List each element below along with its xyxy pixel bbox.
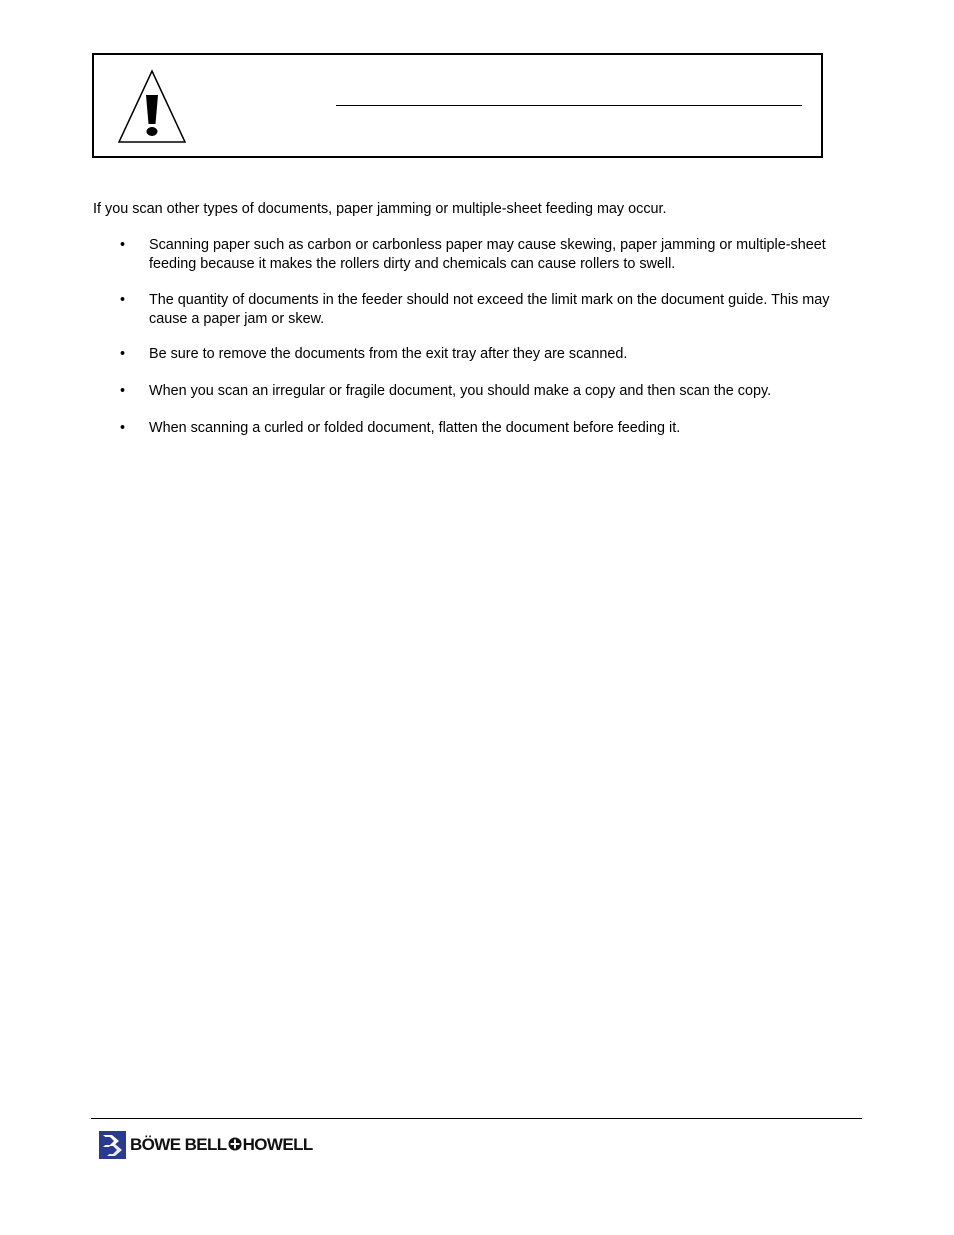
footer-rule [91,1118,862,1119]
bullet-symbol: • [120,383,126,399]
intro-paragraph: If you scan other types of documents, paper jamming or multiple-sheet feeding may occur. [93,201,667,217]
bullet-text: Scanning paper such as carbon or carbonless paper may cause skewing, paper jamming or multiple-sheet feeding because it makes the rollers dirty and chemicals can cause rollers to swell. [149,237,826,272]
bullet-text: Be sure to remove the documents from the exit tray after they are scanned. [149,346,628,362]
caution-box [92,53,823,158]
bullet-symbol: • [120,292,126,308]
bullet-text: When scanning a curled or folded document, flatten the document before feeding it. [149,420,681,436]
logo-text-right: HOWELL [242,1135,313,1154]
bullet-symbol: • [120,420,126,436]
logo-text-left: BÖWE BELL [130,1135,227,1154]
bullet-symbol: • [120,237,126,253]
warning-triangle-icon [116,68,188,146]
bullet-text: When you scan an irregular or fragile document, you should make a copy and then scan the copy. [149,383,772,399]
logo-wordmark [130,1135,313,1155]
bullet-text: The quantity of documents in the feeder should not exceed the limit mark on the document guide. This may cause a paper jam or skew. [149,292,830,327]
bullet-symbol: • [120,346,126,362]
logo-plus-icon [228,1137,242,1151]
logo-chevron-icon [99,1131,126,1159]
company-logo [99,1131,313,1159]
caution-heading-rule [336,105,802,106]
